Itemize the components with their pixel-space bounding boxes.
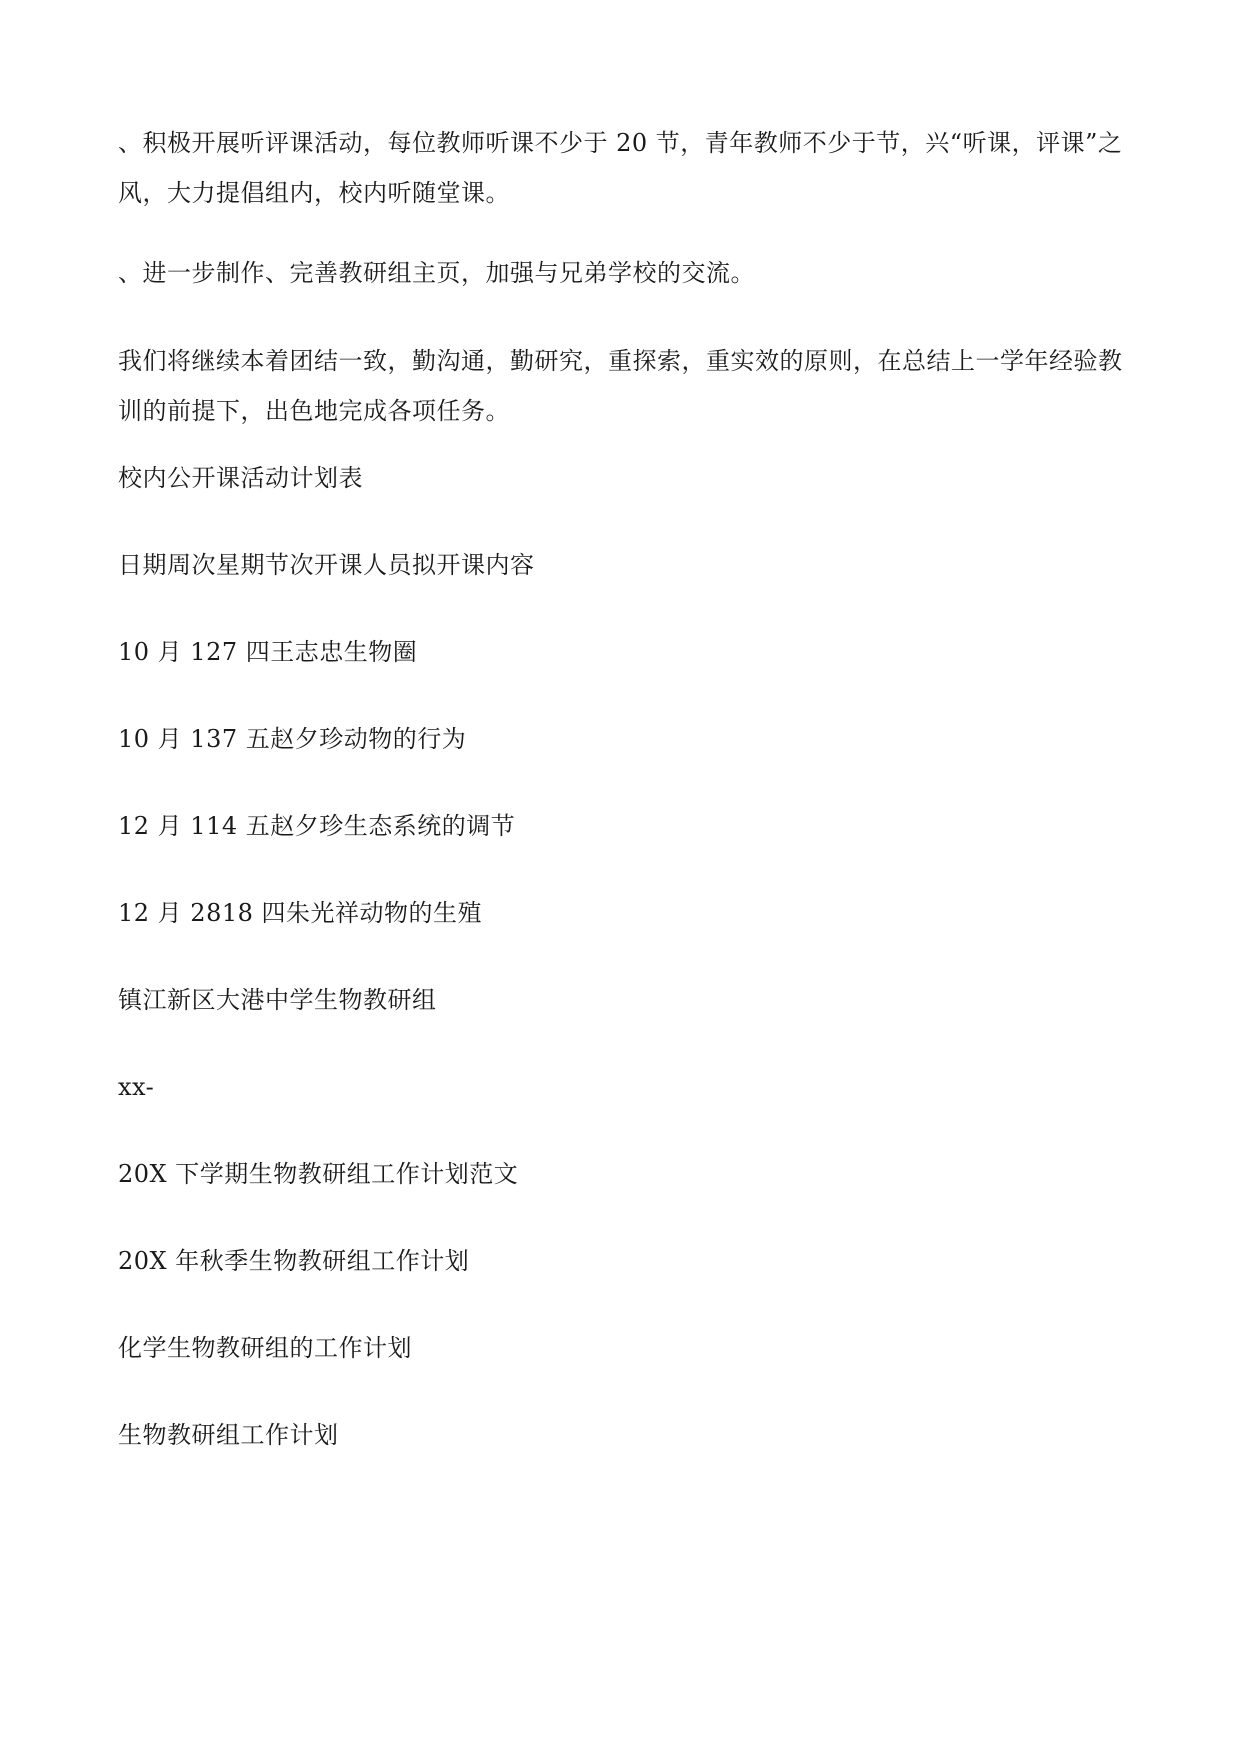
paragraph-principles: 我们将继续本着团结一致，勤沟通，勤研究，重探索，重实效的原则，在总结上一学年经验教训的前提下，出色地完成各项任务。 [118,347,1123,425]
related-link[interactable]: 20X 下学期生物教研组工作计划范文 [118,1160,519,1188]
paragraph-listening-evaluation: 、积极开展听评课活动，每位教师听课不少于 20 节，青年教师不少于节，兴“听课，评课”之风，大力提倡组内，校内听随堂课。 [118,129,1123,207]
table-row: 10 月 127 四王志忠生物圈 [118,638,418,666]
table-title: 校内公开课活动计划表 [118,464,363,492]
paragraph-homepage: 、进一步制作、完善教研组主页，加强与兄弟学校的交流。 [118,259,755,287]
date-placeholder: xx- [118,1073,155,1101]
related-link[interactable]: 化学生物教研组的工作计划 [118,1334,412,1362]
table-row: 10 月 137 五赵夕珍动物的行为 [118,725,467,753]
related-link[interactable]: 生物教研组工作计划 [118,1421,339,1449]
table-row: 12 月 2818 四朱光祥动物的生殖 [118,899,483,927]
organization-name: 镇江新区大港中学生物教研组 [118,986,437,1014]
table-row: 12 月 114 五赵夕珍生态系统的调节 [118,812,516,840]
table-header: 日期周次星期节次开课人员拟开课内容 [118,551,535,579]
related-link[interactable]: 20X 年秋季生物教研组工作计划 [118,1247,470,1275]
